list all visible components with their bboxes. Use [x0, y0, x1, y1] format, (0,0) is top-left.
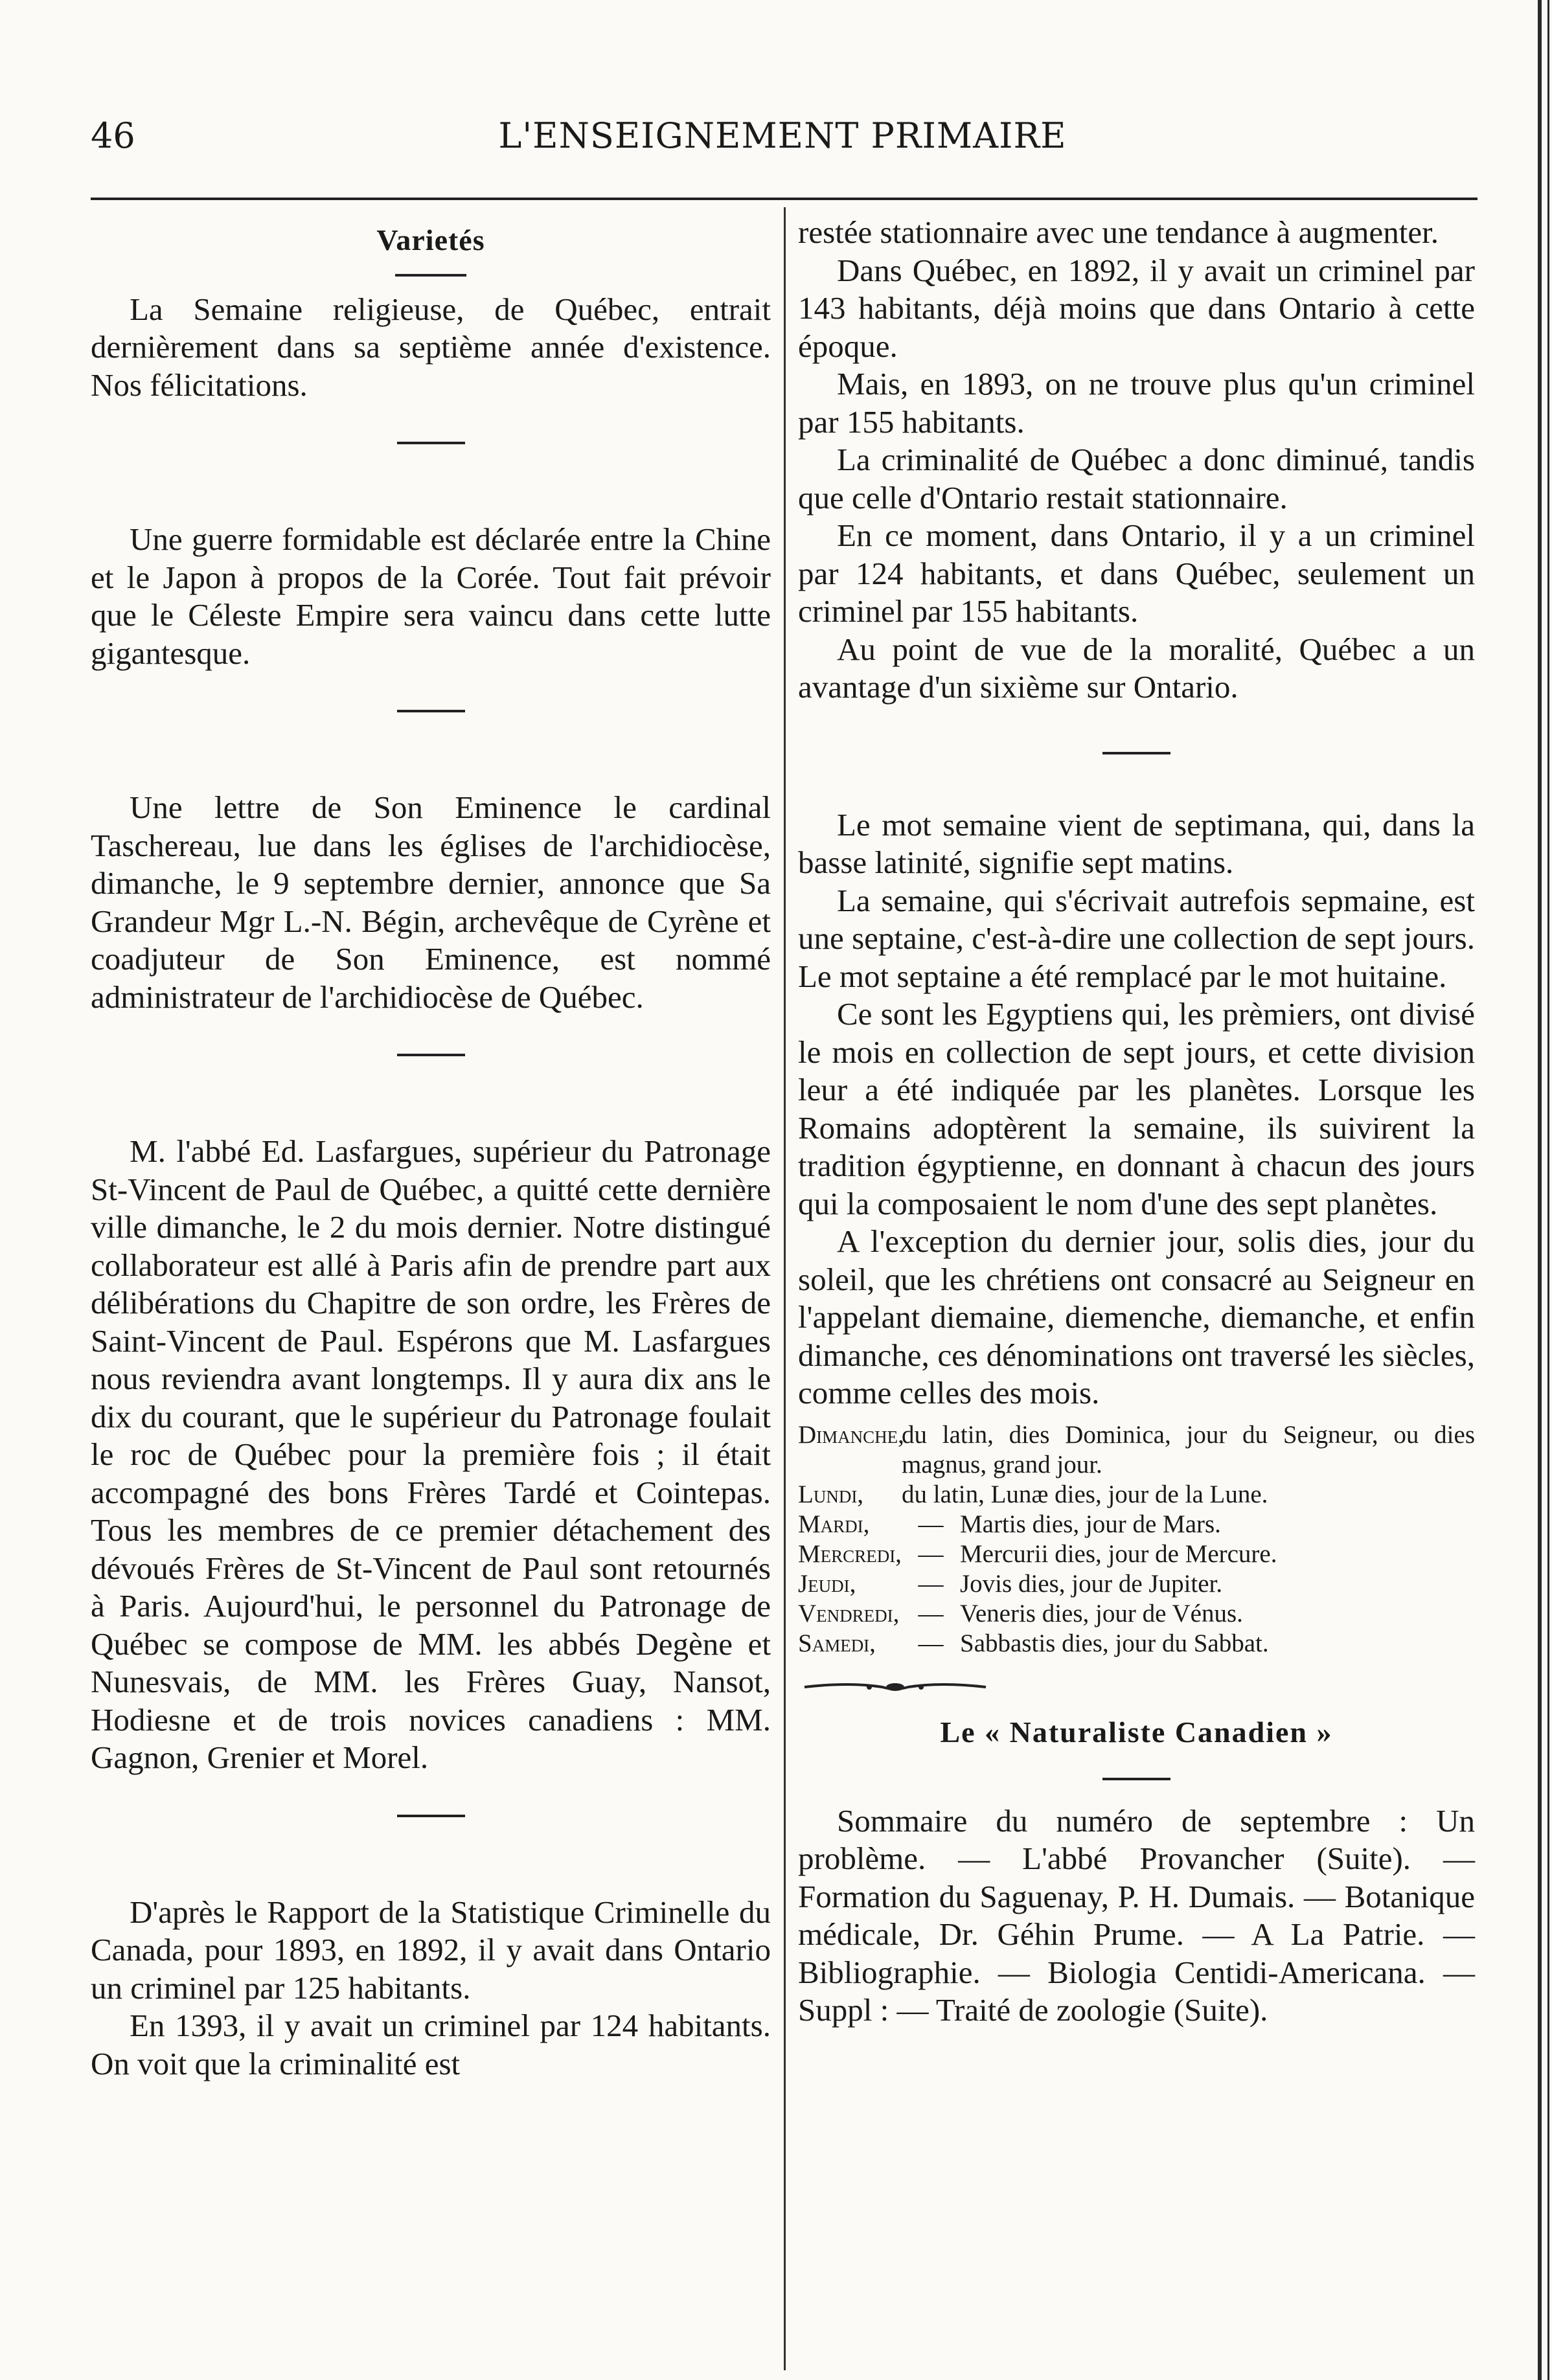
paragraph-semaine-religieuse: La Semaine religieuse, de Québec, entrait dernièrement dans sa septième année d'existence. Nos félicitations.: [91, 291, 771, 403]
day-name: Mardi,: [798, 1510, 870, 1538]
ditto-dash: —: [918, 1599, 944, 1627]
day-row: [798, 1599, 1475, 1629]
day-row: [798, 1539, 1475, 1569]
day-name: Mercredi,: [798, 1539, 902, 1568]
paragraph-egyptiens: Ce sont les Egyptiens qui, les prèmiers, ont divisé le mois en collection de sept jours, et cette division leur a été indiquée par les planètes. Lorsque les Romains adoptèrent la semaine, ils suivirent la tradition égyptienne, en donnant à chacun des jours qui la composaient le nom d'une des sept planètes.: [798, 996, 1475, 1221]
column-divider: [784, 207, 786, 2370]
day-description: Sabbastis dies, jour du Sabbat.: [960, 1629, 1269, 1657]
right-column: [798, 214, 1475, 2030]
paragraph-statistique: D'après le Rapport de la Statistique Criminelle du Canada, pour 1893, en 1892, il y avait dans Ontario un criminel par 125 habitants.: [91, 1894, 771, 2006]
day-description: Martis dies, jour de Mars.: [960, 1510, 1221, 1538]
day-row: [798, 1480, 1475, 1510]
ditto-dash: —: [918, 1539, 944, 1568]
day-name: Jeudi,: [798, 1569, 856, 1598]
page-edge-line: [1547, 0, 1549, 2380]
separator: [397, 442, 465, 444]
separator: [397, 1054, 465, 1056]
running-title: L'ENSEIGNEMENT PRIMAIRE: [498, 115, 1067, 156]
section-heading-naturaliste: Le « Naturaliste Canadien »: [940, 1716, 1333, 1749]
section-heading-varietes: Varietés: [376, 223, 485, 256]
day-row: [798, 1569, 1475, 1599]
paragraph-quebec-1892: Dans Québec, en 1892, il y avait un criminel par 143 habitants, déjà moins que dans Ontario à cette époque.: [798, 252, 1475, 364]
paragraph-sommaire: Sommaire du numéro de septembre : Un problème. — L'abbé Provancher (Suite). — Formation du Saguenay, P. H. Dumais. — Botanique médicale, Dr. Géhin Prume. — A La Patrie. — Bibliographie. — Biologia Centidi-Americana. — Suppl : — Traité de zoologie (Suite).: [798, 1802, 1475, 2028]
day-row: [798, 1420, 1475, 1480]
ditto-dash: —: [918, 1510, 944, 1538]
paragraph-moralite: Au point de vue de la moralité, Québec a un avantage d'un sixième sur Ontario.: [798, 631, 1475, 705]
separator: [397, 710, 465, 712]
header-rule: [91, 198, 1478, 200]
paragraph-dernier-jour: A l'exception du dernier jour, solis dies, jour du soleil, que les chrétiens ont consacré au Seigneur en l'appelant diemaine, diemenche, diemanche, et enfin dimanche, ces dénominations ont traversé les siècles, comme celles des mois.: [798, 1223, 1475, 1411]
separator: [1102, 752, 1170, 754]
days-of-week-list: [798, 1420, 1475, 1659]
page-edge-line: [1538, 0, 1542, 2380]
day-name: Samedi,: [798, 1629, 876, 1657]
page-header: [91, 115, 1474, 167]
day-description: du latin, Lunæ dies, jour de la Lune.: [902, 1480, 1268, 1508]
day-description: du latin, dies Dominica, jour du Seigneur, ou dies magnus, grand jour.: [902, 1420, 1475, 1479]
day-description: Jovis dies, jour de Jupiter.: [960, 1569, 1223, 1598]
paragraph-diminue: La criminalité de Québec a donc diminué, tandis que celle d'Ontario restait stationnaire.: [798, 442, 1475, 516]
paragraph-lettre-cardinal: Une lettre de Son Eminence le cardinal Taschereau, lue dans les églises de l'archidiocèse, dimanche, le 9 septembre dernier, annonce que Sa Grandeur Mgr L.-N. Bégin, archevêque de Cyrène et coadjuteur de Son Eminence, est nommé administrateur de l'archidiocèse de Québec.: [91, 789, 771, 1015]
ornament-divider-icon: [798, 1681, 992, 1694]
day-name: Lundi,: [798, 1480, 864, 1508]
separator: [397, 1815, 465, 1817]
paragraph-sepmaine: La semaine, qui s'écrivait autrefois sepmaine, est une septaine, c'est-à-dire une collection de sept jours. Le mot septaine a été remplacé par le mot huitaine.: [798, 882, 1475, 994]
separator: [1102, 1778, 1170, 1780]
left-column: [91, 214, 771, 2083]
paragraph-guerre: Une guerre formidable est déclarée entre la Chine et le Japon à propos de la Corée. Tout fait prévoir que le Céleste Empire sera vaincu dans cette lutte gigantesque.: [91, 521, 771, 671]
ditto-dash: —: [918, 1629, 944, 1657]
paragraph-ce-moment: En ce moment, dans Ontario, il y a un criminel par 124 habitants, et dans Québec, seulement un criminel par 155 habitants.: [798, 517, 1475, 629]
paragraph-quebec-1893: Mais, en 1893, on ne trouve plus qu'un criminel par 155 habitants.: [798, 366, 1475, 440]
paragraph-stationnaire: restée stationnaire avec une tendance à augmenter.: [798, 214, 1439, 250]
ditto-dash: —: [918, 1569, 944, 1598]
day-name: Dimanche,: [798, 1420, 904, 1449]
day-name: Vendredi,: [798, 1599, 900, 1627]
day-row: [798, 1510, 1475, 1539]
paragraph-lasfargues: M. l'abbé Ed. Lasfargues, supérieur du Patronage St-Vincent de Paul de Québec, a quitté cette dernière ville dimanche, le 2 du mois dernier. Notre distingué collaborateur est allé à Paris afin de prendre part aux délibérations du Chapitre de son ordre, les Frères de Saint-Vincent de Paul. Espérons que M. Lasfargues nous reviendra avant longtemps. Il y aura dix ans le dix du courant, que le supérieur du Patronage foulait le roc de Québec pour la première fois ; il était accompagné des bons Frères Tardé et Cointepas. Tous les membres de ce premier détachement des dévoués Frères de St-Vincent de Paul sont retournés à Paris. Aujourd'hui, le personnel du Patronage de Québec se compose de MM. les abbés Degène et Nunesvais, de MM. les Frères Guay, Nansot, Hodiesne et de trois novices canadiens : MM. Gagnon, Grenier et Morel.: [91, 1133, 771, 1775]
day-description: Mercurii dies, jour de Mercure.: [960, 1539, 1277, 1568]
paragraph-mot-semaine: Le mot semaine vient de septimana, qui, dans la basse latinité, signifie sept matins.: [798, 806, 1475, 880]
day-row: [798, 1629, 1475, 1659]
day-description: Veneris dies, jour de Vénus.: [960, 1599, 1243, 1627]
page-number: 46: [91, 115, 135, 156]
paragraph-criminalite: En 1393, il y avait un criminel par 124 habitants. On voit que la criminalité est: [91, 2008, 771, 2081]
heading-dash: [395, 274, 466, 277]
